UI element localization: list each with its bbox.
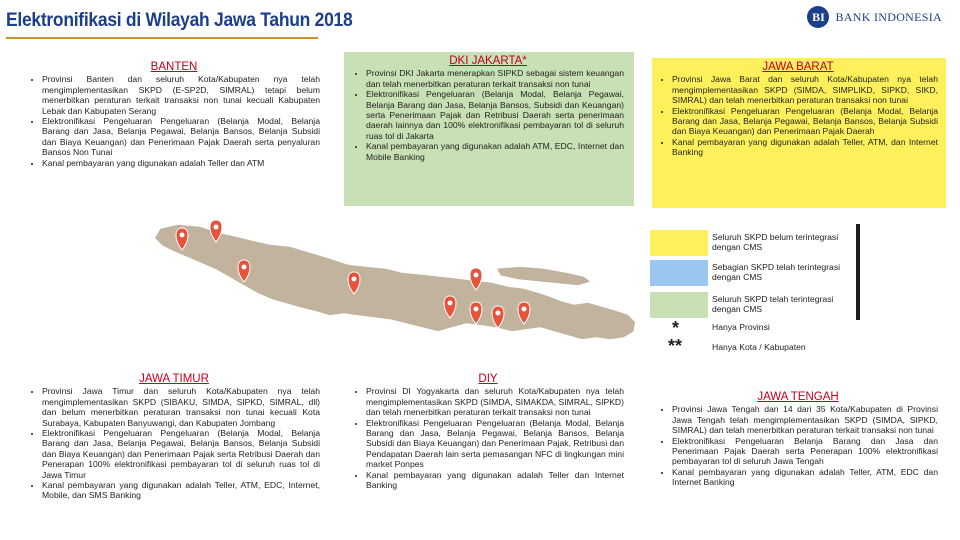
madura-island-shape xyxy=(496,266,592,286)
list-item: • Provinsi Jawa Barat dan seluruh Kota/Kabupaten nya telah mengimplementasikan SKPD (SIMDA, SIMPLIKD, SIPKD, SIKD, SIMRAL) dan telah menerbitkan peraturan transaksi non tunai xyxy=(672,74,938,105)
legend-label-blue: Sebagian SKPD telah terintegrasi dengan CMS xyxy=(712,262,841,283)
bank-indonesia-seal-icon: BI xyxy=(807,6,829,28)
dki-list xyxy=(352,68,624,162)
list-item: • Elektronifikasi Pengeluaran Pengeluaran (Belanja Modal, Belanja Barang dan Jasa, Belanja Pegawai, Belanja Bansos, Belanja Subsidi dan Biaya Keuangan) dan Penerimaan Pajak, Retribusi dan Pendapatan Daerah lain serta pemasangan NFC di lingkungan mini market Ponpes xyxy=(366,418,624,470)
panel-title-jatim: JAWA TIMUR xyxy=(139,373,209,385)
panel-dki-jakarta xyxy=(344,52,634,206)
legend-star-single: * xyxy=(672,318,680,338)
page-title xyxy=(6,10,352,32)
list-item: • Kanal pembayaran yang digunakan adalah ATM, EDC, Internet dan Mobile Banking xyxy=(366,141,624,162)
panel-title-banten: BANTEN xyxy=(150,61,198,73)
panel-title-jateng: JAWA TENGAH xyxy=(757,391,839,403)
list-item: • Provinsi Jawa Timur dan seluruh Kota/Kabupaten nya telah mengimplementasikan SKPD (SIBAKU, SIMDA, SIPKD, SIMRAL, dll) dan belum menerbitkan peraturan transaksi non tunai kecuali Kota Surabaya, Kabupaten Banyuwangi, dan Kabupaten Jombang xyxy=(42,386,320,428)
list-item: • Elektronifikasi Pengeluaran Pengeluaran (Belanja Modal, Belanja Barang dan Jasa, Belanja Pegawai, Belanja Bansos, Belanja Subsidi dan Biaya Keuangan) dan Penerimaan Pajak Daerah xyxy=(672,106,938,137)
legend-swatch-blue xyxy=(650,260,708,286)
list-item: • Elektronifikasi Pengeluaran Pengeluaran (Belanja Modal, Belanja Barang dan Jasa, Belanja Pegawai, Belanja Bansos, Belanja Subsidi dan Biaya Keuangan) dan Penerimaan Pajak serta Retribusi Daerah dan Penerapan 100% elektronifikasi pembayaran tol di seluruh ruas tol di Jawa Timur xyxy=(42,428,320,480)
list-item: • Kanal pembayaran yang digunakan adalah Teller, ATM, EDC, Internet, Mobile, dan SMS Banking xyxy=(42,480,320,501)
list-item: • Elektronifikasi Pengeluaran Pengeluaran (Belanja Modal, Belanja Barang dan Jasa, Belanja Pegawai, Belanja Bansos, Belanja Subsidi dan Biaya Keuangan) dan Penerimaan Pajak Daerah serta penyaluran Bansos Non Tunai xyxy=(42,116,320,158)
list-item: • Elektronifikasi Pengeluaran Belanja Barang dan Jasa dan Penerimaan Pajak Daerah serta Penerapan 100% elektronifikasi pembayaran tol di seluruh Jawa Tengah xyxy=(672,436,938,467)
legend-divider xyxy=(856,224,860,320)
panel-banten xyxy=(20,58,326,208)
panel-jawa-tengah xyxy=(652,390,946,538)
legend-label-kota: Hanya Kota / Kabupaten xyxy=(712,342,806,352)
list-item: • Kanal pembayaran yang digunakan adalah Teller, ATM, EDC dan Internet Banking xyxy=(672,467,938,488)
panel-jawa-barat xyxy=(652,58,946,208)
bank-indonesia-logo xyxy=(807,6,942,28)
list-item: • Provinsi Banten dan seluruh Kota/Kabupaten nya telah mengimplementasikan SKPD (E-SP2D, SIMRAL) tetapi belum menerbitkan peraturan terkait transaksi non tunai kecuali Kabupaten Lebak dan Kabupaten Serang xyxy=(42,74,320,116)
panel-diy xyxy=(344,372,634,538)
list-item: • Kanal pembayaran yang digunakan adalah Teller dan ATM xyxy=(42,158,320,168)
panel-title-dki: DKI JAKARTA* xyxy=(449,55,527,67)
list-item: • Kanal pembayaran yang digunakan adalah Teller, ATM, dan Internet Banking xyxy=(672,137,938,158)
legend-swatch-green xyxy=(650,292,708,318)
title-underline xyxy=(6,37,318,39)
legend-star-double: ** xyxy=(668,336,683,356)
jabar-list xyxy=(658,74,938,157)
list-item: • Elektronifikasi Pengeluaran (Belanja Modal, Belanja Pegawai, Belanja Barang dan Jasa, Belanja Bansos, Subsidi dan Keuangan) serta Penerimaan Pajak dan Retribusi Daerah serta penerimaan daerah lainnya dan 100% elektronifikasi pembayaran tol di seluruh ruas tol di Jakarta xyxy=(366,89,624,141)
panel-title-diy: DIY xyxy=(478,373,498,385)
panel-title-jabar: JAWA BARAT xyxy=(762,61,834,73)
jatim-list xyxy=(28,386,320,500)
banten-list xyxy=(28,74,320,168)
java-island-map xyxy=(140,206,660,374)
list-item: • Kanal pembayaran yang digunakan adalah Teller dan Internet Banking xyxy=(366,470,624,491)
list-item: • Provinsi DI Yogyakarta dan seluruh Kota/Kabupaten nya telah mengimplementasikan SKPD (SIMDA, SIMAKDA, SIMRAL, SIPKD) dan telah menerbitkan peraturan terkait transaksi non tunai xyxy=(366,386,624,417)
list-item: • Provinsi Jawa Tengah dan 14 dari 35 Kota/Kabupaten di Provinsi Jawa Tengah telah mengimplementasikan SKPD (SIMDA, SIPKD, SIMRAL) dan telah menerbitkan peraturan terkait transaksi non tunai xyxy=(672,404,938,435)
panel-jawa-timur xyxy=(20,372,326,538)
legend-label-provinsi: Hanya Provinsi xyxy=(712,322,770,332)
logo-text: BANK INDONESIA xyxy=(835,9,942,24)
diy-list xyxy=(352,386,624,490)
legend-label-yellow: Seluruh SKPD belum terintegrasi dengan CMS xyxy=(712,232,839,253)
page-title-main: Elektronifikasi di Wilayah Jawa xyxy=(6,10,261,31)
jateng-list xyxy=(658,404,938,487)
legend-label-green: Seluruh SKPD telah terintegrasi dengan CMS xyxy=(712,294,834,315)
legend-swatch-yellow xyxy=(650,230,708,256)
list-item: • Provinsi DKI Jakarta menerapkan SIPKD sebagai sistem keuangan dan telah menerbitkan peraturan terkait transaksi non tunai xyxy=(366,68,624,89)
page-title-year: Tahun 2018 xyxy=(260,10,353,31)
